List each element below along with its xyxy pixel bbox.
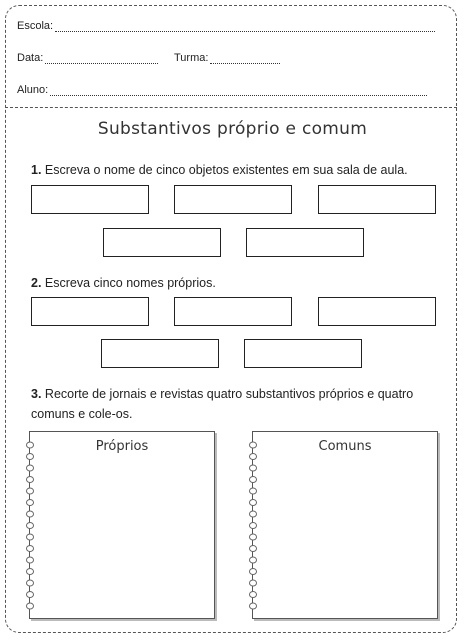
question-3-number: 3. [31,387,42,401]
question-3 [31,384,431,424]
spiral-ring [27,557,34,563]
spiral-ring [250,477,257,483]
spiral-ring [250,546,257,552]
school-field[interactable] [17,20,435,32]
date-field[interactable] [17,52,158,64]
answer-box-2-4[interactable] [101,339,219,368]
school-label: Escola: [17,20,54,32]
spiral-ring [250,569,257,575]
question-1-number: 1. [31,163,42,177]
question-3-text: Recorte de jornais e revistas quatro substantivos próprios e quatro comuns e cole-os. [31,387,414,421]
answer-box-1-3[interactable] [318,185,436,214]
worksheet-title: Substantivos próprio e comum [97,119,368,139]
spiral-ring [27,454,34,460]
spiral-ring [250,511,257,517]
spiral-ring [27,546,34,552]
spiral-ring [27,534,34,540]
question-1-text: Escreva o nome de cinco objetos existentes em sua sala de aula. [44,163,408,177]
question-2-number: 2. [31,276,42,290]
spiral-ring [27,592,34,598]
question-2 [31,273,441,293]
answer-box-1-2[interactable] [174,185,292,214]
student-label: Aluno: [17,84,49,96]
student-line[interactable] [50,86,427,96]
header-divider [5,107,457,108]
spiral-ring [250,454,257,460]
answer-box-1-4[interactable] [103,228,221,257]
spiral-ring [27,569,34,575]
date-label: Data: [17,52,44,64]
spiral-ring [250,603,257,609]
answer-box-2-3[interactable] [318,297,436,326]
spiral-ring [27,580,34,586]
spiral-ring [27,603,34,609]
spiral-ring [250,592,257,598]
answer-box-1-1[interactable] [31,185,149,214]
notebook-comuns[interactable] [252,431,438,619]
question-2-text: Escreva cinco nomes próprios. [44,276,216,290]
class-line[interactable] [210,54,280,64]
notebook-proprios-title: Próprios [95,439,149,454]
notebook-proprios[interactable] [29,431,215,619]
spiral-ring [27,523,34,529]
spiral-ring [27,465,34,471]
spiral-ring [27,500,34,506]
class-field[interactable] [174,52,280,64]
spiral-rings-icon [25,440,35,612]
answer-box-2-5[interactable] [244,339,362,368]
spiral-ring [250,465,257,471]
spiral-ring [250,557,257,563]
class-label: Turma: [174,52,209,64]
spiral-ring [250,523,257,529]
spiral-ring [27,488,34,494]
student-field[interactable] [17,84,427,96]
spiral-ring [27,477,34,483]
spiral-ring [250,488,257,494]
spiral-ring [250,500,257,506]
answer-box-2-2[interactable] [174,297,292,326]
spiral-ring [250,580,257,586]
notebook-comuns-title: Comuns [318,439,372,454]
spiral-ring [27,511,34,517]
answer-box-2-1[interactable] [31,297,149,326]
spiral-rings-icon [248,440,258,612]
date-line[interactable] [45,54,158,64]
question-1 [31,160,441,180]
answer-box-1-5[interactable] [246,228,364,257]
school-line[interactable] [55,22,435,32]
spiral-ring [250,534,257,540]
